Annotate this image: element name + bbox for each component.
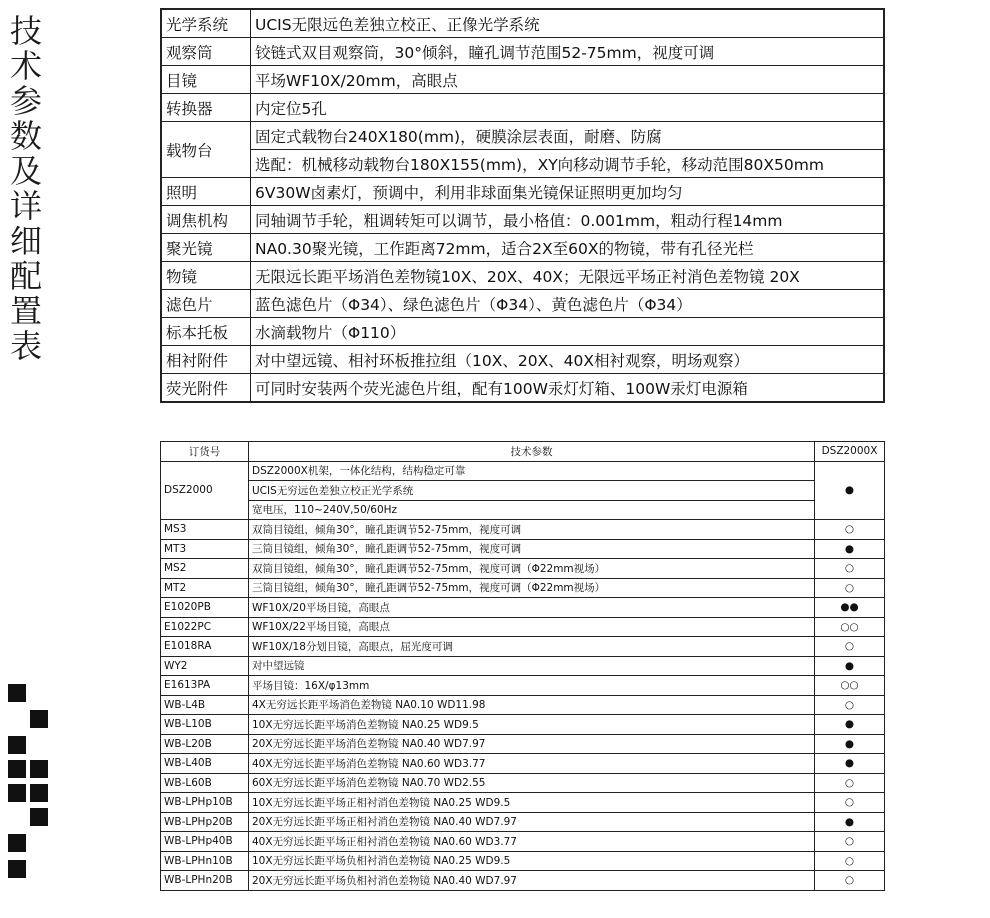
config-mark: ○	[815, 793, 885, 813]
spec-value: 无限远长距平场消色差物镜10X、20X、40X；无限远平场正衬消色差物镜 20X	[251, 262, 885, 290]
spec-value: 可同时安装两个荧光滤色片组，配有100W汞灯灯箱、100W汞灯电源箱	[251, 374, 885, 403]
spec-label: 荧光附件	[161, 374, 251, 403]
order-code: E1020PB	[161, 598, 249, 618]
spec-value: 蓝色滤色片（Φ34）、绿色滤色片（Φ34）、黄色滤色片（Φ34）	[251, 290, 885, 318]
spec-value: NA0.30聚光镜，工作距离72mm，适合2X至60X的物镜，带有孔径光栏	[251, 234, 885, 262]
config-mark: ●	[815, 656, 885, 676]
header-tech-params: 技术参数	[249, 442, 815, 462]
spec-value: UCIS无限远色差独立校正、正像光学系统	[251, 9, 885, 38]
param-cell: 40X无穷远长距平场正相衬消色差物镜 NA0.60 WD3.77	[249, 832, 815, 852]
header-order-no: 订货号	[161, 442, 249, 462]
spec-row	[161, 374, 884, 403]
table-row	[161, 461, 885, 481]
spec-row	[161, 206, 884, 234]
table-row	[161, 500, 885, 520]
param-cell: 三筒目镜组，倾角30°，瞳孔距调节52-75mm，视度可调	[249, 539, 815, 559]
spec-value: 选配：机械移动载物台180X155(mm)，XY向移动调节手轮，移动范围80X50mm	[251, 150, 885, 178]
config-mark: ○	[815, 851, 885, 871]
param-cell: UCIS无穷远色差独立校正光学系统	[249, 481, 815, 501]
spec-table	[160, 8, 885, 403]
config-mark: ○	[815, 695, 885, 715]
spec-row	[161, 94, 884, 122]
page-title: 技术参数及详细配置表	[9, 12, 42, 365]
table-row	[161, 520, 885, 540]
table-row	[161, 617, 885, 637]
config-mark: ●	[815, 461, 885, 520]
table-row	[161, 734, 885, 754]
order-code: WB-LPHp20B	[161, 812, 249, 832]
spec-label: 载物台	[161, 122, 251, 178]
order-code: MT2	[161, 578, 249, 598]
order-code: WB-L20B	[161, 734, 249, 754]
table-row	[161, 637, 885, 657]
order-code: WB-L40B	[161, 754, 249, 774]
param-cell: 宽电压，110~240V,50/60Hz	[249, 500, 815, 520]
table-row	[161, 676, 885, 696]
spec-label: 相衬附件	[161, 346, 251, 374]
config-mark: ●	[815, 812, 885, 832]
spec-label: 照明	[161, 178, 251, 206]
param-cell: 10X无穷远长距平场正相衬消色差物镜 NA0.25 WD9.5	[249, 793, 815, 813]
spec-value: 铰链式双目观察筒，30°倾斜，瞳孔调节范围52-75mm，视度可调	[251, 38, 885, 66]
table-row	[161, 481, 885, 501]
config-mark: ○	[815, 773, 885, 793]
config-mark: ●●	[815, 598, 885, 618]
config-mark: ●	[815, 539, 885, 559]
table-row	[161, 793, 885, 813]
table-row	[161, 851, 885, 871]
config-mark: ●	[815, 734, 885, 754]
spec-label: 观察筒	[161, 38, 251, 66]
config-mark: ●	[815, 715, 885, 735]
spec-value: 水滴载物片（Φ110）	[251, 318, 885, 346]
spec-label: 目镜	[161, 66, 251, 94]
table-row	[161, 559, 885, 579]
param-cell: WF10X/22平场目镜，高眼点	[249, 617, 815, 637]
param-cell: WF10X/20平场目镜，高眼点	[249, 598, 815, 618]
config-table	[160, 441, 885, 891]
param-cell: 40X无穷远长距平场消色差物镜 NA0.60 WD3.77	[249, 754, 815, 774]
spec-row	[161, 38, 884, 66]
order-code: MS2	[161, 559, 249, 579]
param-cell: 20X无穷远长距平场正相衬消色差物镜 NA0.40 WD7.97	[249, 812, 815, 832]
config-mark: ○	[815, 871, 885, 891]
config-mark: ○	[815, 520, 885, 540]
order-code: WY2	[161, 656, 249, 676]
table-row	[161, 695, 885, 715]
spec-label: 调焦机构	[161, 206, 251, 234]
spec-row	[161, 122, 884, 150]
order-code: WB-LPHp40B	[161, 832, 249, 852]
param-cell: DSZ2000X机架，一体化结构，结构稳定可靠	[249, 461, 815, 481]
header-model: DSZ2000X	[815, 442, 885, 462]
spec-value: 平场WF10X/20mm，高眼点	[251, 66, 885, 94]
order-code: MS3	[161, 520, 249, 540]
table-row	[161, 773, 885, 793]
order-code: WB-LPHn10B	[161, 851, 249, 871]
param-cell: 对中望远镜	[249, 656, 815, 676]
spec-value: 同轴调节手轮，粗调转矩可以调节，最小格值：0.001mm，粗动行程14mm	[251, 206, 885, 234]
table-row	[161, 598, 885, 618]
spec-row	[161, 290, 884, 318]
spec-label: 转换器	[161, 94, 251, 122]
order-code: E1613PA	[161, 676, 249, 696]
order-code: WB-LPHn20B	[161, 871, 249, 891]
param-cell: 60X无穷远长距平场消色差物镜 NA0.70 WD2.55	[249, 773, 815, 793]
spec-row	[161, 178, 884, 206]
config-mark: ○	[815, 559, 885, 579]
spec-label: 聚光镜	[161, 234, 251, 262]
spec-label: 标本托板	[161, 318, 251, 346]
param-cell: 10X无穷远长距平场消色差物镜 NA0.25 WD9.5	[249, 715, 815, 735]
decorative-block-pattern	[8, 684, 52, 884]
spec-row	[161, 262, 884, 290]
param-cell: 20X无穷远长距平场负相衬消色差物镜 NA0.40 WD7.97	[249, 871, 815, 891]
spec-value: 固定式载物台240X180(mm)，硬膜涂层表面，耐磨、防腐	[251, 122, 885, 150]
config-mark: ○	[815, 832, 885, 852]
param-cell: 平场目镜：16X/φ13mm	[249, 676, 815, 696]
spec-label: 滤色片	[161, 290, 251, 318]
spec-row	[161, 66, 884, 94]
spec-row	[161, 150, 884, 178]
param-cell: 三筒目镜组，倾角30°，瞳孔距调节52-75mm，视度可调（Φ22mm视场）	[249, 578, 815, 598]
spec-label: 物镜	[161, 262, 251, 290]
param-cell: 4X无穷远长距平场消色差物镜 NA0.10 WD11.98	[249, 695, 815, 715]
spec-label: 光学系统	[161, 9, 251, 38]
order-code: WB-L10B	[161, 715, 249, 735]
param-cell: 20X无穷远长距平场消色差物镜 NA0.40 WD7.97	[249, 734, 815, 754]
config-header-row	[161, 442, 885, 462]
param-cell: 10X无穷远长距平场负相衬消色差物镜 NA0.25 WD9.5	[249, 851, 815, 871]
table-row	[161, 871, 885, 891]
config-mark: ○○	[815, 676, 885, 696]
table-row	[161, 539, 885, 559]
table-row	[161, 656, 885, 676]
table-row	[161, 715, 885, 735]
spec-value: 对中望远镜、相衬环板推拉组（10X、20X、40X相衬观察，明场观察）	[251, 346, 885, 374]
spec-value: 内定位5孔	[251, 94, 885, 122]
config-mark: ○○	[815, 617, 885, 637]
order-code: WB-LPHp10B	[161, 793, 249, 813]
config-mark: ○	[815, 578, 885, 598]
param-cell: WF10X/18分划目镜，高眼点，屈光度可调	[249, 637, 815, 657]
param-cell: 双筒目镜组，倾角30°，瞳孔距调节52-75mm，视度可调（Φ22mm视场）	[249, 559, 815, 579]
table-row	[161, 754, 885, 774]
spec-row	[161, 346, 884, 374]
spec-row	[161, 234, 884, 262]
config-mark: ○	[815, 637, 885, 657]
table-row	[161, 832, 885, 852]
spec-row	[161, 9, 884, 38]
order-code: E1022PC	[161, 617, 249, 637]
table-row	[161, 812, 885, 832]
config-mark: ●	[815, 754, 885, 774]
order-code: MT3	[161, 539, 249, 559]
order-code: E1018RA	[161, 637, 249, 657]
order-code: DSZ2000	[161, 461, 249, 520]
spec-value: 6V30W卤素灯，预调中，利用非球面集光镜保证照明更加均匀	[251, 178, 885, 206]
table-row	[161, 578, 885, 598]
order-code: WB-L4B	[161, 695, 249, 715]
param-cell: 双筒目镜组，倾角30°，瞳孔距调节52-75mm，视度可调	[249, 520, 815, 540]
spec-row	[161, 318, 884, 346]
order-code: WB-L60B	[161, 773, 249, 793]
